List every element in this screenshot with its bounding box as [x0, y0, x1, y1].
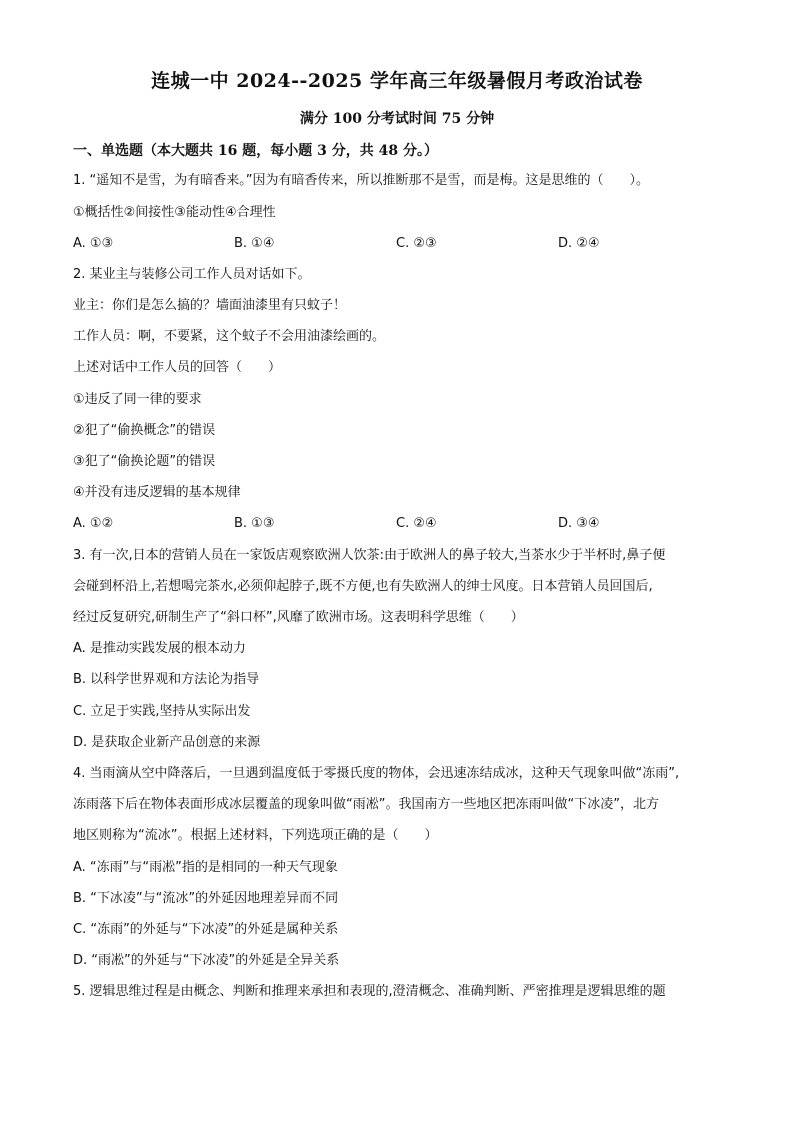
q1-option-c: C. ②③	[396, 236, 437, 251]
q3-stem-line-1: 3. 有一次,日本的营销人员在一家饭店观察欧洲人饮茶:由于欧洲人的鼻子较大,当茶水少于半杯时,鼻子便	[73, 548, 666, 563]
exam-title: 连城一中 2024--2025 学年高三年级暑假月考政治试卷	[151, 70, 643, 92]
q1-option-b: B. ①④	[234, 236, 275, 251]
q2-stem: 2. 某业主与装修公司工作人员对话如下。	[73, 267, 311, 282]
q5-stem-line-1: 5. 逻辑思维过程是由概念、判断和推理来承担和表现的,澄清概念、准确判断、严密推理是逻辑思维的题	[73, 984, 666, 999]
q2-option-b: B. ①③	[234, 516, 275, 531]
q3-option-d: D. 是获取企业新产品创意的来源	[73, 735, 261, 750]
q2-question: 上述对话中工作人员的回答（ ）	[73, 360, 282, 375]
q2-item-4: ④并没有违反逻辑的基本规律	[73, 485, 241, 500]
q3-stem-line-3: 经过反复研究,研制生产了“斜口杯”,风靡了欧洲市场。这表明科学思维（ ）	[73, 610, 524, 625]
q4-stem-line-2: 冻雨落下后在物体表面形成冰层覆盖的现象叫做“雨凇”。我国南方一些地区把冻雨叫做“下冰凌”，北方	[73, 797, 659, 812]
q1-option-a: A. ①③	[73, 236, 114, 251]
section-heading: 一、单选题（本大题共 16 题，每小题 3 分，共 48 分。）	[73, 143, 438, 159]
q4-stem-line-3: 地区则称为“流冰”。根据上述材料，下列选项正确的是（ ）	[73, 828, 438, 843]
q2-item-2: ②犯了“偷换概念”的错误	[73, 423, 216, 438]
q4-option-a: A. “冻雨”与“雨凇”指的是相同的一种天气现象	[73, 860, 338, 875]
q2-option-a: A. ①②	[73, 516, 114, 531]
q2-item-3: ③犯了“偷换论题”的错误	[73, 454, 216, 469]
q4-option-b: B. “下冰凌”与“流冰”的外延因地理差异而不同	[73, 891, 339, 906]
q2-item-1: ①违反了同一律的要求	[73, 392, 202, 407]
q1-stem: 1. “遥知不是雪，为有暗香来。”因为有暗香传来，所以推断那不是雪，而是梅。这是思维的（ ）。	[73, 173, 650, 188]
q4-option-c: C. “冻雨”的外延与“下冰凌”的外延是属种关系	[73, 922, 339, 937]
exam-subtitle: 满分 100 分考试时间 75 分钟	[299, 111, 495, 127]
q2-dialog-worker: 工作人员：啊，不要紧，这个蚊子不会用油漆绘画的。	[73, 329, 386, 344]
q2-dialog-owner: 业主：你们是怎么搞的？墙面油漆里有只蚊子！	[73, 298, 347, 313]
q1-option-d: D. ②④	[558, 236, 600, 251]
q4-option-d: D. “雨凇”的外延与“下冰凌”的外延是全异关系	[73, 953, 340, 968]
q3-stem-line-2: 会碰到杯沿上,若想喝完茶水,必须仰起脖子,既不方便,也有失欧洲人的绅士风度。日本营销人员回国后,	[73, 579, 653, 594]
q4-stem-line-1: 4. 当雨滴从空中降落后，一旦遇到温度低于零摄氏度的物体，会迅速冻结成冰，这种天气现象叫做“冻雨”,	[73, 766, 680, 781]
q2-option-c: C. ②④	[396, 516, 437, 531]
q3-option-a: A. 是推动实践发展的根本动力	[73, 641, 246, 656]
q1-items: ①概括性②间接性③能动性④合理性	[73, 205, 276, 220]
q3-option-c: C. 立足于实践,坚持从实际出发	[73, 704, 251, 719]
q2-option-d: D. ③④	[558, 516, 600, 531]
q3-option-b: B. 以科学世界观和方法论为指导	[73, 672, 260, 687]
